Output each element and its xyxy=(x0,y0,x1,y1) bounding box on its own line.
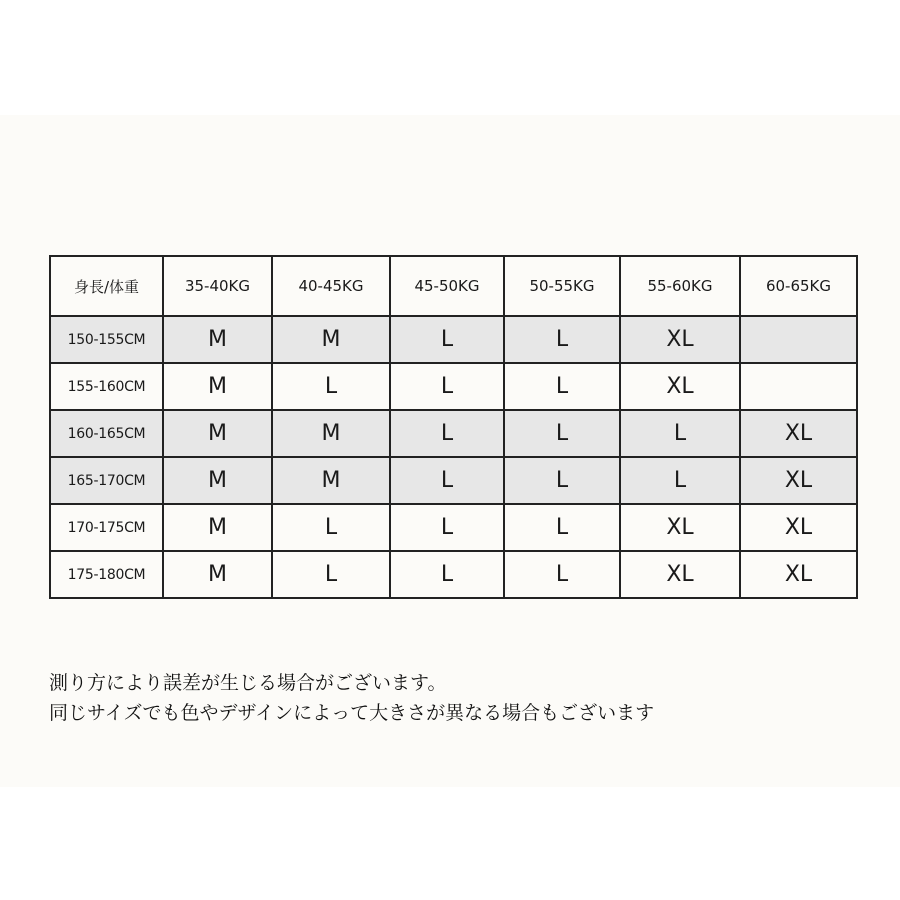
size-cell: L xyxy=(272,363,390,410)
corner-header: 身長/体重 xyxy=(50,256,163,316)
size-cell: L xyxy=(620,410,740,457)
note-line: 測り方により誤差が生じる場合がございます。 xyxy=(49,672,447,694)
size-cell: M xyxy=(272,457,390,504)
row-header-height: 150-155CM xyxy=(50,316,163,363)
size-cell: M xyxy=(163,316,272,363)
table-row xyxy=(50,457,857,504)
column-header: 55-60KG xyxy=(620,256,740,316)
size-cell: M xyxy=(272,316,390,363)
size-cell: L xyxy=(272,551,390,598)
row-header-height: 170-175CM xyxy=(50,504,163,551)
row-header-height: 155-160CM xyxy=(50,363,163,410)
size-cell: XL xyxy=(620,363,740,410)
size-cell: M xyxy=(163,363,272,410)
column-header: 50-55KG xyxy=(504,256,620,316)
size-cell: L xyxy=(390,457,504,504)
row-header-height: 175-180CM xyxy=(50,551,163,598)
row-header-height: 165-170CM xyxy=(50,457,163,504)
size-cell: L xyxy=(504,363,620,410)
size-cell: M xyxy=(163,551,272,598)
table-row xyxy=(50,363,857,410)
table-header-row xyxy=(50,256,857,316)
size-cell: L xyxy=(390,504,504,551)
size-cell: M xyxy=(163,410,272,457)
column-header: 45-50KG xyxy=(390,256,504,316)
size-cell: L xyxy=(504,457,620,504)
size-cell: L xyxy=(504,410,620,457)
size-cell: M xyxy=(163,504,272,551)
size-cell xyxy=(740,316,857,363)
size-cell: XL xyxy=(740,551,857,598)
row-header-height: 160-165CM xyxy=(50,410,163,457)
size-cell: L xyxy=(390,316,504,363)
column-header: 60-65KG xyxy=(740,256,857,316)
notes xyxy=(49,668,654,728)
size-cell: L xyxy=(390,551,504,598)
size-cell: L xyxy=(504,551,620,598)
column-header: 35-40KG xyxy=(163,256,272,316)
size-cell: XL xyxy=(620,551,740,598)
size-cell: M xyxy=(272,410,390,457)
size-cell xyxy=(740,363,857,410)
table-row xyxy=(50,551,857,598)
size-cell: XL xyxy=(740,504,857,551)
size-cell: XL xyxy=(620,316,740,363)
size-cell: L xyxy=(504,316,620,363)
size-cell: L xyxy=(390,410,504,457)
table-row xyxy=(50,504,857,551)
size-chart-table xyxy=(49,255,858,599)
size-cell: L xyxy=(504,504,620,551)
size-cell: XL xyxy=(740,410,857,457)
table-row xyxy=(50,316,857,363)
size-cell: XL xyxy=(620,504,740,551)
note-line: 同じサイズでも色やデザインによって大きさが異なる場合もございます xyxy=(49,702,655,724)
size-cell: L xyxy=(390,363,504,410)
size-cell: L xyxy=(620,457,740,504)
size-cell: XL xyxy=(740,457,857,504)
size-cell: M xyxy=(163,457,272,504)
table-row xyxy=(50,410,857,457)
column-header: 40-45KG xyxy=(272,256,390,316)
size-cell: L xyxy=(272,504,390,551)
